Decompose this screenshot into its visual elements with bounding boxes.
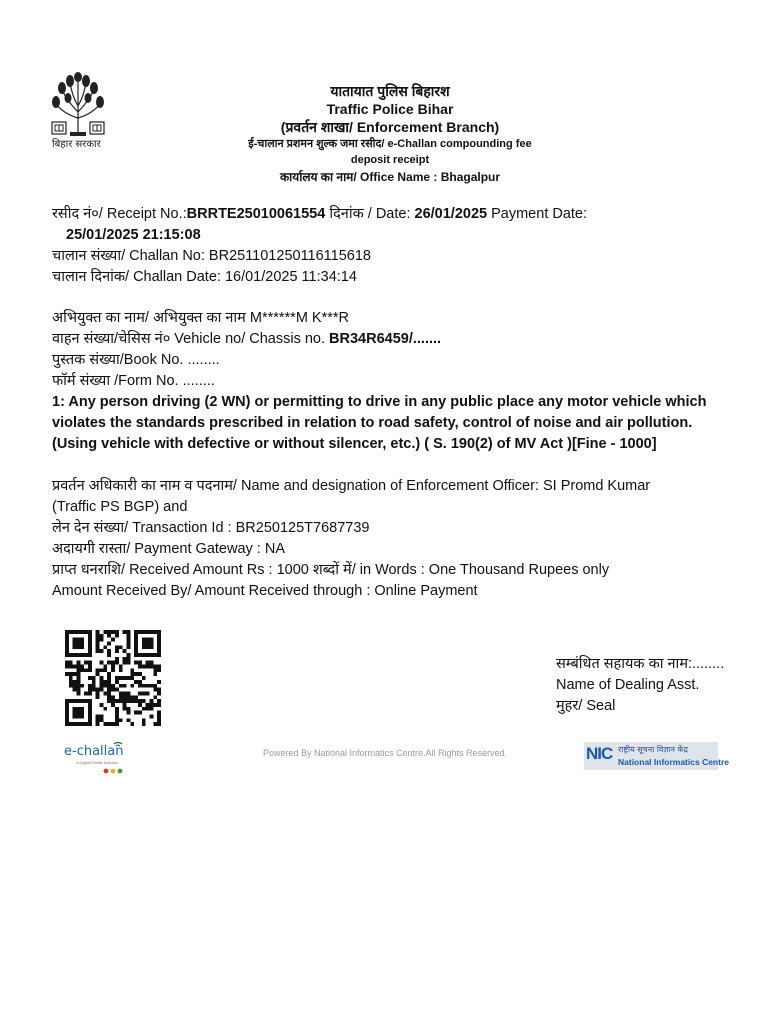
branch-title: (प्रवर्तन शाखा/ Enforcement Branch) xyxy=(280,119,500,135)
date-label: दिनांक / Date: xyxy=(325,206,415,222)
vehicle-label: वाहन संख्या/चेसिस नं० Vehicle no/ Chassis no. xyxy=(52,331,330,347)
vehicle-line xyxy=(52,329,732,350)
form-number: फॉर्म संख्या /Form No. ........ xyxy=(52,373,215,389)
accused-name: अभियुक्त का नाम/ अभियुक्त का नाम M******M K***R xyxy=(52,310,349,326)
receipt-line xyxy=(52,204,732,225)
seal-label: मुहर/ Seal xyxy=(556,698,616,714)
transaction-id: लेन देन संख्या/ Transaction Id : BR250125T7687739 xyxy=(52,520,370,536)
vehicle-number: BR34R6459/....... xyxy=(329,331,442,347)
receipt-header xyxy=(180,82,600,186)
office-name: कार्यालय का नाम/ Office Name : Bhagalpur xyxy=(279,170,501,184)
payment-details xyxy=(52,476,732,602)
received-amount: प्राप्त धनराशि/ Received Amount Rs : 1000 शब्दों में/ in Words : One Thousand Rupees only xyxy=(52,562,610,578)
officer-line: प्रवर्तन अधिकारी का नाम व पदनाम/ Name and designation of Enforcement Officer: SI Promd Kumar xyxy=(52,478,651,494)
offense-description: 1: Any person driving (2 WN) or permitting to drive in any public place any motor vehicle which violates the standards prescribed in relation to road safety, control of noise and air pollution. (Using vehicle with defective or without silencer, etc.) ( S. 190(2) of MV Act )[Fine - 1000] xyxy=(52,394,707,452)
signature-block xyxy=(556,654,724,717)
title-english: Traffic Police Bihar xyxy=(326,101,454,117)
echallan-tagline: A Digital Traffic Solution xyxy=(76,760,119,765)
title-hindi: यातायात पुलिस बिहारश xyxy=(330,83,450,99)
receipt-type-line1: ई-चालान प्रशमन शुल्क जमा रसीद/ e-Challan compounding fee xyxy=(248,138,532,150)
payment-gateway: अदायगी रास्ता/ Payment Gateway : NA xyxy=(52,541,285,557)
payment-date-label: Payment Date: xyxy=(487,206,588,222)
powered-by-footer: Powered By National Informatics Centre.All Rights Reserved. xyxy=(262,748,508,758)
book-number: पुस्तक संख्या/Book No. ........ xyxy=(52,352,220,368)
nic-logo: NIC राष्ट्रीय सूचना विज्ञान केंद्र National Informatics Centre xyxy=(584,742,718,770)
receipt-date: 26/01/2025 xyxy=(414,206,488,222)
receipt-label: रसीद नं०/ Receipt No.: xyxy=(52,206,187,222)
accused-details xyxy=(52,308,732,455)
dealing-assistant: Name of Dealing Asst. xyxy=(556,677,700,693)
echallan-logo xyxy=(62,740,132,776)
challan-number: चालान संख्या/ Challan No: BR251101250116115618 xyxy=(52,248,371,264)
officer-station: (Traffic PS BGP) and xyxy=(52,499,188,515)
nic-logo-english: National Informatics Centre xyxy=(618,757,729,767)
receipt-number: BRRTE25010061554 xyxy=(186,206,326,222)
nic-logo-hindi: राष्ट्रीय सूचना विज्ञान केंद्र xyxy=(618,745,688,754)
challan-date: चालान दिनांक/ Challan Date: 16/01/2025 11:34:14 xyxy=(52,269,357,285)
emblem-label: बिहार सरकार xyxy=(52,139,101,150)
payment-date: 25/01/2025 21:15:08 xyxy=(66,227,201,243)
echallan-wordmark: e-challan xyxy=(64,744,124,759)
receipt-type-line2: deposit receipt xyxy=(350,154,430,166)
received-through: Amount Received By/ Amount Received through : Online Payment xyxy=(52,583,478,599)
qr-code xyxy=(62,630,164,726)
dealing-assistant-hindi: सम्बंधित सहायक का नाम:........ xyxy=(556,656,725,672)
receipt-details xyxy=(52,204,732,288)
